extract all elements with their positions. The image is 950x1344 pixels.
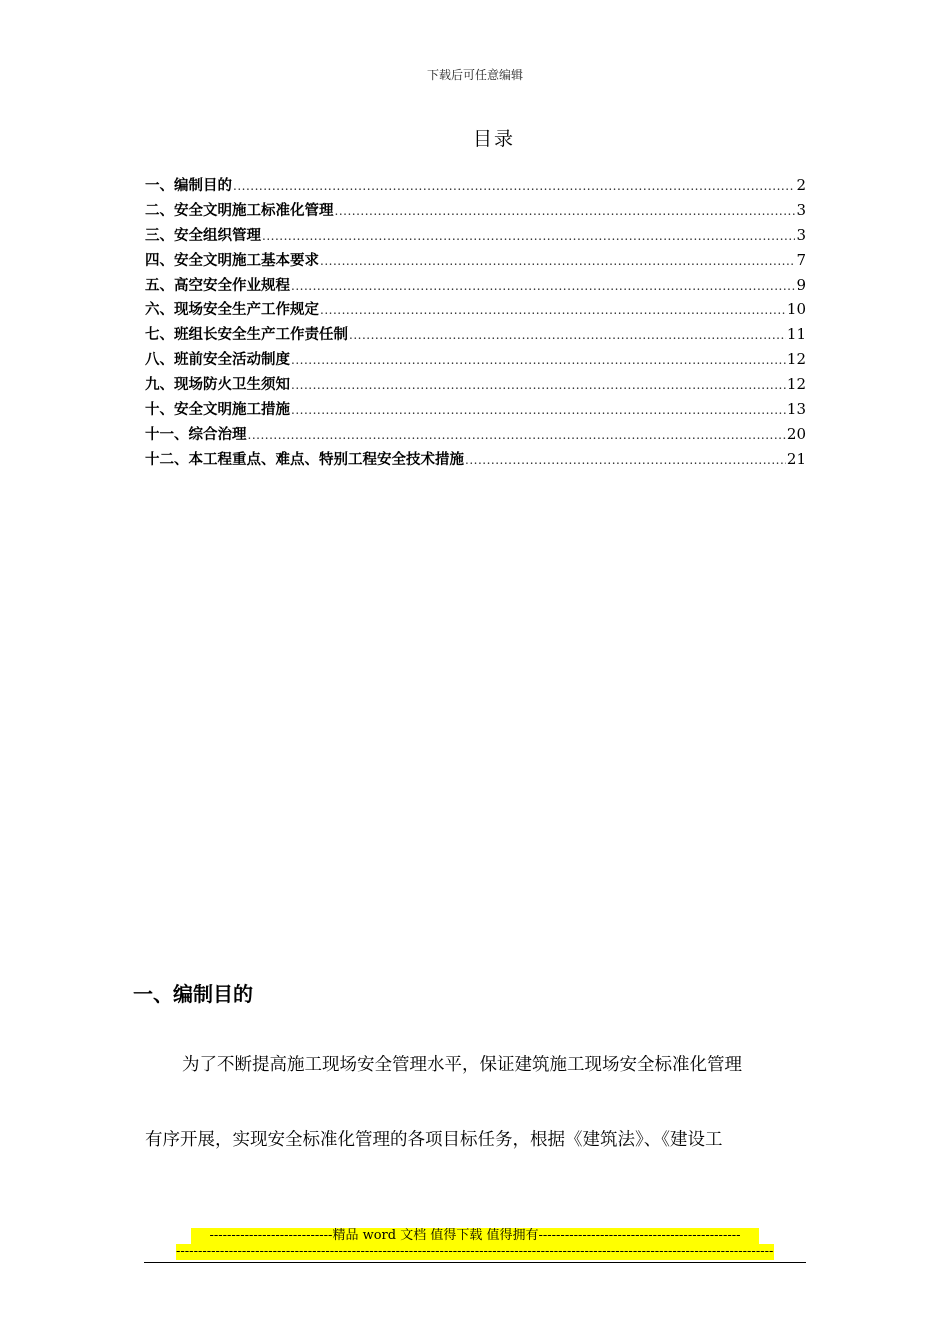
toc-entry[interactable] [145,373,806,398]
toc-entry-label: 五、高空安全作业规程 [145,277,290,294]
toc-entry-label: 七、班组长安全生产工作责任制 [145,327,348,344]
body-paragraph-line: 有序开展，实现安全标准化管理的各项目标任务，根据《建筑法》、《建设工 [145,1130,723,1150]
toc-entry[interactable] [145,423,806,448]
toc-entry[interactable] [145,448,806,473]
toc-leader-dots [465,449,786,471]
toc-entry-label: 十一、综合治理 [145,426,247,443]
toc-title: 目录 [472,128,515,150]
toc-entry-label: 二、安全文明施工标准化管理 [145,202,334,219]
toc-entry-label: 三、安全组织管理 [145,227,261,244]
toc-leader-dots [335,200,796,222]
footer-dash-line [176,1244,774,1260]
toc-leader-dots [233,175,795,197]
toc-entry-page: 3 [796,200,806,219]
toc-leader-dots [320,299,786,321]
toc-leader-dots [291,399,786,421]
toc-entry-page: 10 [786,300,806,319]
toc-entry-page: 12 [786,350,806,369]
toc-entry[interactable] [145,224,806,249]
toc-entry-page: 21 [786,449,806,468]
toc-entry-page: 12 [786,375,806,394]
toc-entry-page: 9 [796,275,806,294]
toc-entry-page: 7 [796,250,806,269]
toc-entry[interactable] [145,298,806,323]
toc-entry-label: 一、编制目的 [145,178,232,194]
toc-entry[interactable] [145,398,806,423]
toc-leader-dots [248,424,786,446]
toc-leader-dots [291,349,786,371]
toc-leader-dots [291,275,795,297]
toc-entry-page: 2 [796,176,806,194]
toc-entry-label: 十二、本工程重点、难点、特别工程安全技术措施 [145,451,464,468]
toc-leader-dots [320,250,795,272]
header-note: 下载后可任意编辑 [426,68,523,82]
toc-entry[interactable] [145,199,806,224]
toc-entry-label: 四、安全文明施工基本要求 [145,252,319,269]
toc-leader-dots [262,225,795,247]
toc-entry-label: 六、现场安全生产工作规定 [145,302,319,319]
toc-entry[interactable] [145,249,806,274]
toc-entry[interactable] [145,174,806,199]
section-heading: 一、编制目的 [133,982,253,1006]
toc-leader-dots [291,374,786,396]
toc-entry-label: 十、安全文明施工措施 [145,402,290,419]
footer-banner-text: ----------------------------精品 word 文档 值得下载 值得拥有---------------------------------------------- [191,1228,759,1244]
toc-entry-page: 3 [796,225,806,244]
toc-entry-label: 九、现场防火卫生须知 [145,377,290,394]
toc-entry-page: 20 [786,424,806,443]
toc-entry-page: 11 [786,325,806,344]
toc-entry[interactable] [145,274,806,299]
toc-entry[interactable] [145,348,806,373]
toc-entry-label: 八、班前安全活动制度 [145,352,290,369]
toc-entry[interactable] [145,323,806,348]
body-paragraph-line: 为了不断提高施工现场安全管理水平，保证建筑施工现场安全标准化管理 [182,1055,742,1075]
table-of-contents [145,174,806,473]
toc-entry-page: 13 [786,400,806,419]
toc-leader-dots [349,324,786,346]
footer-divider [144,1262,806,1263]
footer-banner [0,1228,950,1260]
